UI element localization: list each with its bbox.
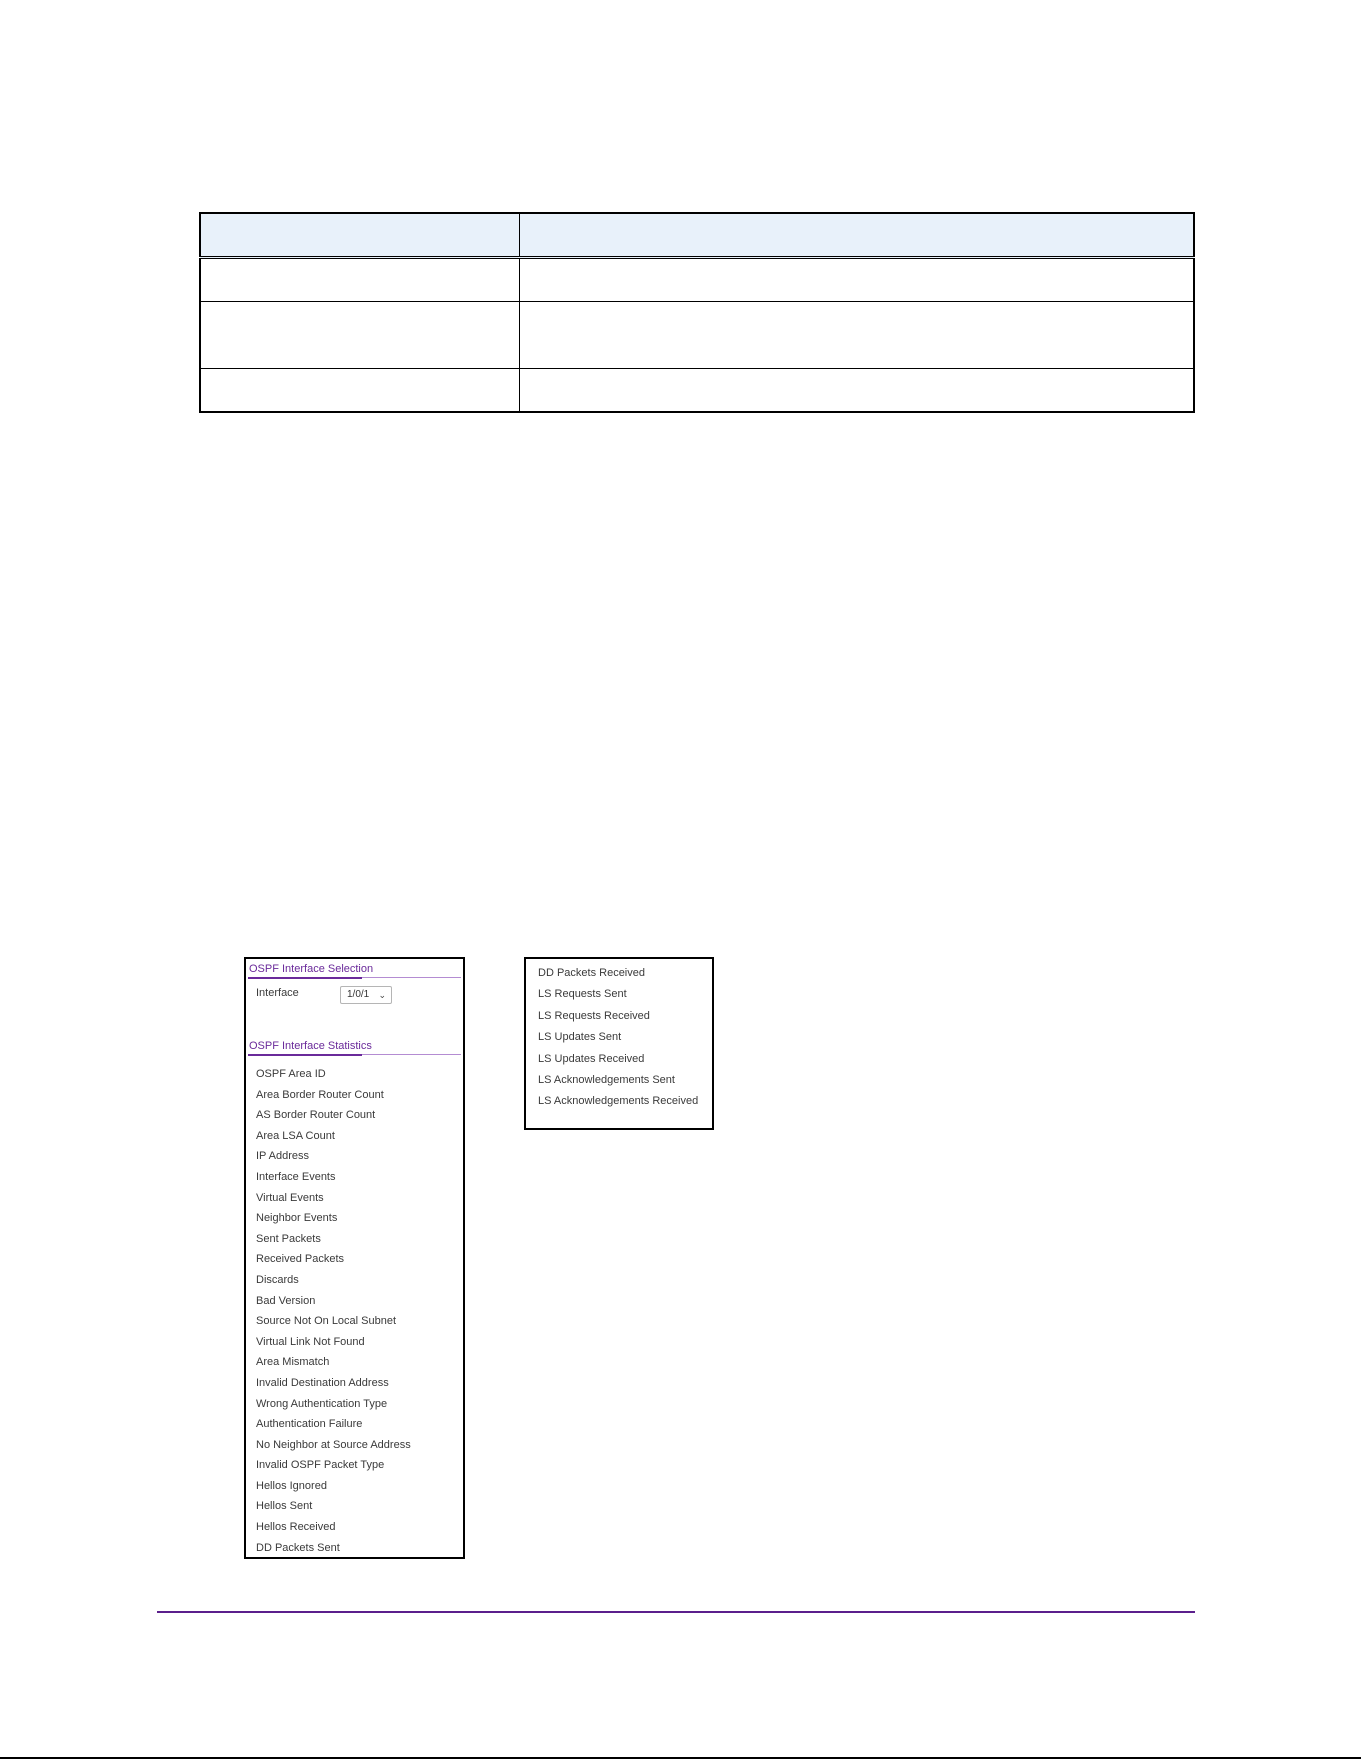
stat-label: Interface Events [256,1170,336,1183]
stat-label: Hellos Ignored [256,1479,327,1492]
page-bottom-edge [0,1757,1361,1759]
table-cell [200,369,520,413]
ospf-interface-panel [244,957,465,1559]
stat-label: DD Packets Received [538,967,645,979]
stat-label: Virtual Events [256,1191,324,1204]
stat-label: LS Updates Received [538,1052,645,1065]
interface-select-value: 1/0/1 [347,989,370,1000]
ospf-statistics-continued-panel [524,957,714,1130]
stat-label: IP Address [256,1150,309,1163]
stat-label: LS Acknowledgements Received [538,1095,699,1108]
stat-label: Authentication Failure [256,1418,363,1431]
stat-label: Bad Version [256,1294,316,1307]
stat-label: Received Packets [256,1253,345,1266]
section-divider [362,977,461,978]
stat-label: Source Not On Local Subnet [256,1315,397,1328]
table-header-row [200,213,1194,258]
stat-label: DD Packets Sent [256,1541,340,1554]
stat-label: Sent Packets [256,1232,321,1245]
section-underline [248,1054,362,1056]
stat-label: LS Requests Sent [538,988,627,1001]
stat-label: LS Requests Received [538,1009,650,1022]
statistics-list [256,1064,411,1558]
table-row [200,302,1194,369]
stat-label: Invalid Destination Address [256,1376,389,1389]
stat-label: Invalid OSPF Packet Type [256,1459,385,1472]
stat-label: AS Border Router Count [256,1109,376,1122]
stat-label: Area Border Router Count [256,1088,384,1101]
statistics-list-continued [538,963,698,1113]
table-header-cell [200,213,520,258]
table-header-cell [520,213,1195,258]
stat-label: Neighbor Events [256,1212,338,1225]
table-cell [520,258,1195,302]
table-cell [200,302,520,369]
stat-label: Virtual Link Not Found [256,1335,365,1348]
interface-select[interactable] [340,986,392,1004]
stat-label: Hellos Sent [256,1500,313,1513]
table-row [200,369,1194,413]
footer-rule [157,1611,1195,1613]
statistics-section-title: OSPF Interface Statistics [249,1040,372,1052]
stat-label: Wrong Authentication Type [256,1397,388,1410]
chevron-down-icon: ⌄ [378,990,386,1000]
table-cell [520,302,1195,369]
stat-label: No Neighbor at Source Address [256,1438,411,1451]
stat-label: Area Mismatch [256,1356,330,1369]
stat-label: Area LSA Count [256,1129,335,1142]
table-cell [520,369,1195,413]
stat-label: OSPF Area ID [256,1068,326,1080]
stat-label: LS Updates Sent [538,1031,622,1044]
selection-section-title: OSPF Interface Selection [249,963,374,975]
section-divider [362,1054,461,1055]
interface-label: Interface [256,987,299,999]
stat-label: LS Acknowledgements Sent [538,1073,675,1086]
table-row [200,258,1194,302]
stat-label: Hellos Received [256,1521,336,1534]
table-cell [200,258,520,302]
section-underline [248,977,362,979]
parameter-table [199,212,1195,413]
stat-label: Discards [256,1273,299,1286]
